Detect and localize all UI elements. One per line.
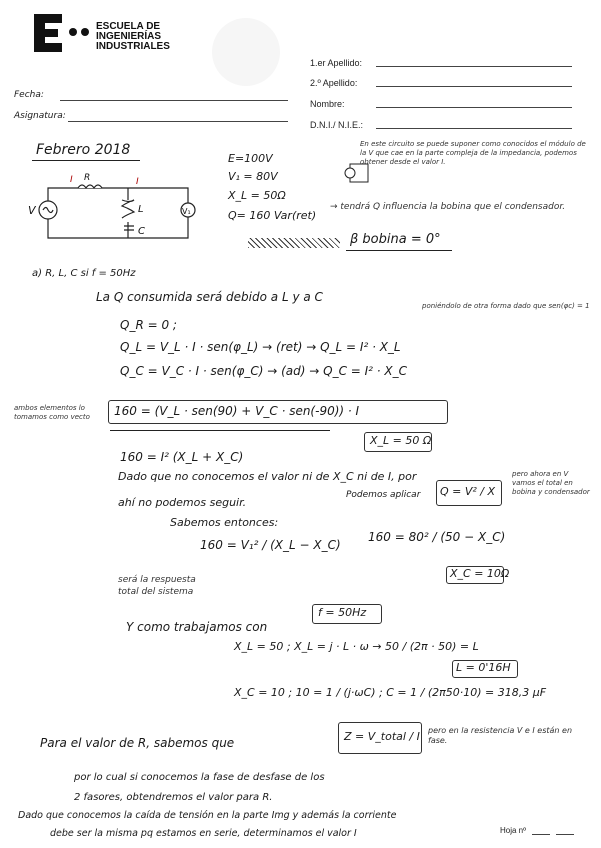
dni-field[interactable]: [376, 128, 572, 129]
l-value: L = 0'16H: [456, 661, 511, 674]
text-debe: debe ser la misma pq estamos en serie, determinamos el valor I: [50, 828, 357, 839]
school-line-2: INGENIERÍAS: [96, 31, 162, 42]
apellido2-label: 2.º Apellido:: [310, 78, 358, 88]
part-a: a) R, L, C si f = 50Hz: [32, 268, 136, 279]
data-xl: X_L = 50Ω: [228, 189, 286, 202]
asignatura-label: Asignatura:: [14, 111, 66, 121]
podemos-aplicar: Podemos aplicar: [346, 490, 421, 500]
school-name: [96, 22, 170, 52]
eq-xc: X_C = 10 ; 10 = 1 / (j·ωC) ; C = 1 / (2π50·10) = 318,3 μF: [234, 686, 547, 699]
circuit-label-v1: V₁: [182, 207, 191, 216]
data-q-note: → tendrá Q influencia la bobina que el condensador.: [330, 202, 566, 212]
text-dado2: Dado que conocemos la caída de tensión en la parte Img y además la corriente: [18, 810, 397, 821]
circuit-label-c: C: [138, 226, 145, 237]
school-line-1: ESCUELA DE: [96, 21, 161, 32]
eq-160c: 160 = V₁² / (X_L − X_C): [200, 538, 341, 552]
sabemos: Sabemos entonces:: [170, 516, 279, 529]
circuit-note: En este circuito se puede suponer como conocidos el módulo de la V que cae en la parte compleja de la impedancia, podemos obtener desde el valor I.: [360, 140, 586, 166]
circuit-label-v: V: [28, 204, 36, 217]
q-formula: Q = V² / X: [440, 485, 496, 498]
watermark-seal: [212, 18, 280, 86]
circuit-label-l: L: [138, 204, 144, 215]
xc-value: X_C = 10Ω: [450, 567, 510, 580]
circuit-label-r: R: [84, 173, 91, 183]
eq-160b: 160 = I² (X_L + X_C): [120, 450, 244, 464]
eq-qr: Q_R = 0 ;: [120, 318, 177, 332]
xl-value: X_L = 50 Ω: [370, 434, 432, 447]
dni-label: D.N.I./ N.I.E.:: [310, 120, 364, 130]
logo-dot-1: [69, 28, 77, 36]
beta-bobina: β bobina = 0°: [350, 232, 441, 247]
f-value: f = 50Hz: [318, 606, 367, 619]
y-como: Y como trabajamos con: [126, 620, 268, 634]
scribble: [248, 238, 340, 248]
apellido1-label: 1.er Apellido:: [310, 58, 363, 68]
exam-title: Febrero 2018: [36, 142, 131, 158]
logo-dot-2: [81, 28, 89, 36]
note-reactiva: será la respuesta total del sistema: [118, 575, 196, 597]
text-por: por lo cual si conocemos la fase de desfase de los: [74, 772, 325, 783]
nombre-label: Nombre:: [310, 99, 345, 109]
beta-underline: [346, 250, 452, 251]
title-underline: [32, 160, 140, 161]
eq-xl: X_L = 50 ; X_L = j · L · ω → 50 / (2π · 50) = L: [234, 640, 479, 653]
data-v1: V₁ = 80V: [228, 170, 278, 183]
hoja-label: Hoja nº: [500, 826, 527, 835]
para-r: Para el valor de R, sabemos que: [40, 736, 235, 750]
nombre-field[interactable]: [376, 107, 572, 108]
side-note-xl: poniéndolo de otra forma dado que sen(φc) = 1: [422, 302, 590, 310]
side-note-z: pero en la resistencia V e I están en fase.: [428, 726, 573, 745]
eq-ql: Q_L = V_L · I · sen(φ_L) → (ret) → Q_L = I² · X_L: [120, 340, 401, 354]
circuit-label-i1: I: [70, 175, 73, 185]
eq-qc: Q_C = V_C · I · sen(φ_C) → (ad) → Q_C = I² · X_C: [120, 364, 408, 378]
data-e: E=100V: [228, 152, 273, 165]
apellido1-field[interactable]: [376, 66, 572, 67]
school-logo-icon: [32, 12, 66, 54]
data-q: Q= 160 Var(ret): [228, 209, 317, 222]
fecha-field[interactable]: [60, 100, 288, 101]
text-fasores: 2 fasores, obtendremos el valor para R.: [74, 792, 273, 803]
apellido2-field[interactable]: [376, 86, 572, 87]
left-note: ambos elementos lo tomamos como vecto: [14, 404, 90, 421]
z-formula: Z = V_total / I: [344, 730, 420, 743]
circuit-diagram: [18, 168, 218, 246]
fecha-label: Fecha:: [14, 90, 44, 100]
eq-160-arrow: [110, 430, 330, 431]
school-line-3: INDUSTRIALES: [96, 41, 170, 52]
hoja-total-field[interactable]: [556, 834, 574, 835]
q-consumida-line: La Q consumida será debido a L y a C: [96, 290, 323, 304]
side-note-v: pero ahora en V vamos el total en bobina y condensador: [512, 470, 590, 496]
hoja-field[interactable]: [532, 834, 550, 835]
eq-160d: 160 = 80² / (50 − X_C): [368, 530, 506, 544]
text-ahi: ahí no podemos seguir.: [118, 496, 247, 509]
circuit-label-i2: I: [136, 177, 139, 187]
eq-160: 160 = (V_L · sen(90) + V_C · sen(-90)) · I: [114, 404, 360, 418]
text-dado: Dado que no conocemos el valor ni de X_C ni de I, por: [118, 470, 417, 483]
asignatura-field[interactable]: [68, 121, 288, 122]
